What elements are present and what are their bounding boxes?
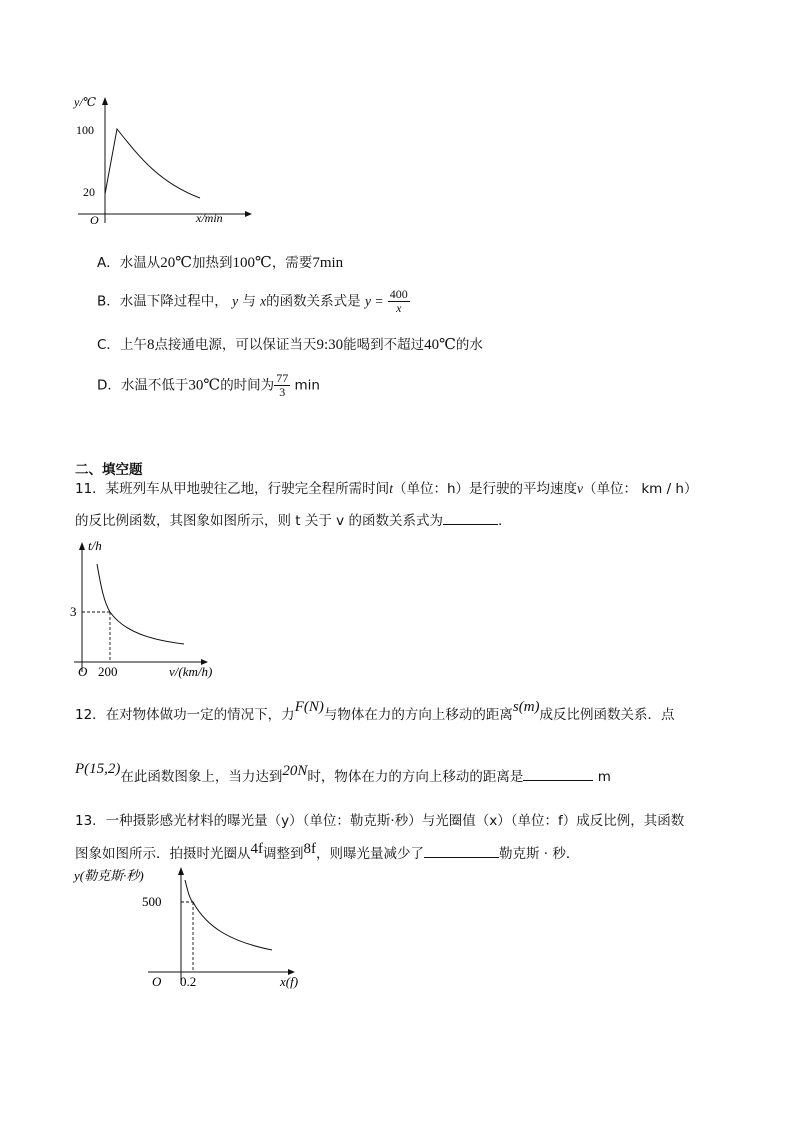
graph-train-time-speed [66,532,236,680]
q11-text-line2: 的反比例函数，其图象如图所示，则 t 关于 v 的函数关系式为 [75,513,443,529]
option-c [97,336,483,354]
q12-line1 [75,699,675,724]
q11-text-b: （单位：h）是行驶的平均速度 [392,481,578,497]
q13-to-value: 8f [303,841,316,857]
option-b-text2: 与 [242,293,256,310]
q11-var-t: t [389,481,393,496]
option-b-fraction [388,288,410,315]
q13-answer-blank[interactable] [424,843,499,858]
option-c-label: C． [97,337,120,353]
section-title: 二、填空题 [75,462,143,478]
graph1-y-label: y/℃ [74,95,97,109]
q12-force-value: 20N [282,763,308,779]
graph2-y-label: t/h [88,538,102,553]
q11-line2 [75,510,502,530]
q12-text-a: 12．在对物体做功一定的情况下，力 [75,707,295,723]
option-b-text1: 水温下降过程中， [119,293,228,310]
q11-text-d: ） [683,481,698,497]
option-a-value1: 20℃ [160,255,193,271]
option-c-value2: 9:30 [316,337,344,353]
option-a-text3: ，需要 [271,255,313,271]
q12-point-p: P(15,2) [75,761,121,777]
q12-text-b: 与物体在力的方向上移动的距离 [323,707,513,723]
option-b-lhs: y = [364,293,384,309]
option-a-text1: 水温从 [119,255,161,271]
option-d-numerator: 77 [276,371,289,385]
graph2-origin: O [78,664,88,679]
option-b-label: B． [97,293,120,310]
q11-period: . [497,513,503,529]
option-d-text1: 水温不低于 [120,377,189,394]
option-d-label: D． [97,377,121,394]
option-d-fraction [274,372,290,399]
option-b-text3: 的函数关系式是 [266,293,361,310]
q11-answer-blank[interactable] [443,510,498,525]
option-c-text2: 点接通电源，可以保证当天 [154,337,317,353]
option-b-var-y: y [232,293,239,309]
graph-water-temperature [60,88,260,228]
graph3-tick-500: 500 [142,894,162,909]
option-a-value3: 7min [312,255,344,271]
option-c-text3: 能喝到不超过 [343,337,425,353]
q11-text-c: （单位： [583,481,638,497]
graph2-x-label: v/(km/h) [169,664,213,679]
q11-text-a: 11．某班列车从甲地驶往乙地，行驶完全程所需时间 [75,481,390,497]
option-a-value2: 100℃ [232,255,272,271]
option-d-denominator: 3 [279,385,286,399]
q13-text-c: ，则曝光量减少了 [316,846,424,862]
option-a-text2: 加热到 [192,255,233,271]
q11-var-v: v [577,481,584,496]
q13-text-b: 调整到 [263,846,304,862]
option-a-label: A． [97,255,120,271]
option-d-unit: min [294,377,320,394]
q11-unit: km / h [641,481,684,497]
graph3-origin: O [152,974,162,989]
graph1-x-label: x/min [196,211,223,225]
option-b-var-x: x [260,293,267,309]
q13-text-a: 图象如图所示．拍摄时光圈从 [75,846,251,862]
option-c-value3: 40℃ [424,337,456,353]
q12-text-c: 成反比例函数关系．点 [539,707,675,723]
option-d [97,372,320,399]
option-c-text4: 的水 [455,337,483,353]
option-b-denominator: x [396,301,402,315]
q12-line2 [75,761,611,786]
q12-text-d: 在此函数图象上，当力达到 [120,769,283,785]
q11-line1 [75,480,697,498]
graph3-x-label: x(f) [280,974,299,989]
graph-exposure-aperture [72,862,312,994]
q13-from-value: 4f [250,841,263,857]
option-c-text1: 上午 [119,337,147,353]
graph2-tick-200: 200 [98,664,118,679]
option-d-value1: 30℃ [188,377,221,394]
q12-text-e: 时，物体在力的方向上移动的距离是 [307,769,524,785]
option-d-text2: 的时间为 [220,377,275,394]
option-a [97,254,343,272]
option-b [97,288,410,315]
q12-unit: m [597,769,611,785]
q12-distance-var: s(m) [512,699,540,715]
graph2-tick-3: 3 [70,604,77,619]
q13-text-d: 勒克斯 · 秒． [499,846,580,862]
graph3-tick-0-2: 0.2 [180,974,197,989]
graph1-origin: O [90,213,99,227]
q12-answer-blank[interactable] [523,766,593,781]
option-b-numerator: 400 [389,287,408,301]
q13-line2 [75,843,579,863]
q13-line1: 13．一种摄影感光材料的曝光量（y）（单位：勒克斯·秒）与光圈值（x）（单位：f）成反比例，其函数 [75,813,685,829]
graph1-tick-20: 20 [83,185,95,199]
q12-force-var: F(N) [294,699,324,715]
graph3-y-label: y(勒克斯·秒) [74,868,144,883]
option-c-value1: 8 [146,337,155,353]
graph1-tick-100: 100 [76,123,94,137]
